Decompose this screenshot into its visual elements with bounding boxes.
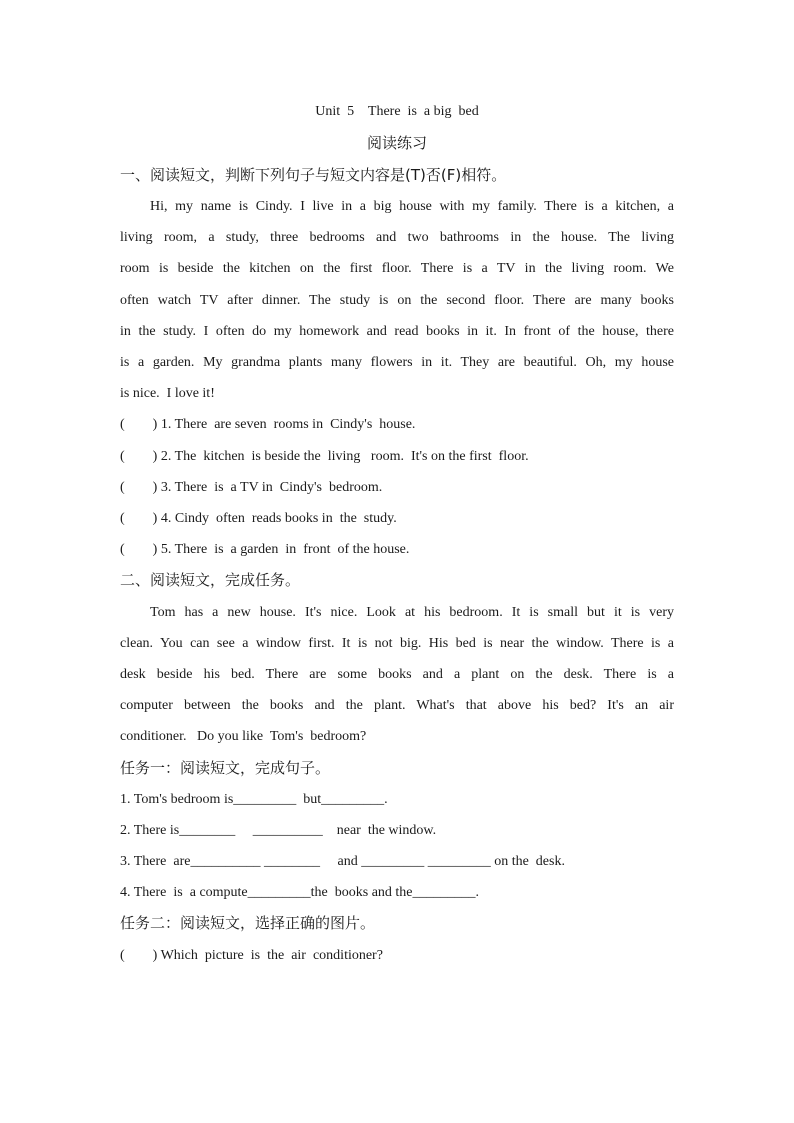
tf-question: ( ) 1. There are seven rooms in Cindy's house. bbox=[120, 417, 416, 432]
passage-line: desk beside his bed. There are some books and a plant on the desk. There is a bbox=[120, 667, 674, 682]
unit-title: Unit 5 There is a big bed bbox=[315, 104, 479, 119]
passage-line: is a garden. My grandma plants many flowers in it. They are beautiful. Oh, my house bbox=[120, 355, 674, 370]
passage-line: is nice. I love it! bbox=[120, 386, 215, 401]
passage-line: Tom has a new house. It's nice. Look at his bedroom. It is small but it is very bbox=[150, 605, 674, 620]
passage-line: Hi, my name is Cindy. I live in a big house with my family. There is a kitchen, a bbox=[150, 199, 674, 214]
fill-blank-item: 2. There is________ __________ near the window. bbox=[120, 823, 437, 838]
tf-question: ( ) 2. The kitchen is beside the living room. It's on the first floor. bbox=[120, 449, 529, 464]
passage-line: clean. You can see a window first. It is not big. His bed is near the window. There is a bbox=[120, 636, 674, 651]
part2-heading: 二、阅读短文，完成任务。 bbox=[120, 571, 301, 589]
fill-blank-item: 3. There are__________ ________ and _________ _________ on the desk. bbox=[120, 854, 565, 869]
worksheet-subtitle: 阅读练习 bbox=[366, 134, 427, 152]
tf-question: ( ) 5. There is a garden in front of the house. bbox=[120, 542, 410, 557]
task2-heading: 任务二：阅读短文，选择正确的图片。 bbox=[120, 914, 376, 932]
part1-heading: 一、阅读短文，判断下列句子与短文内容是(T)否(F)相符。 bbox=[120, 166, 507, 184]
passage-line: conditioner. Do you like Tom's bedroom? bbox=[120, 729, 367, 744]
fill-blank-item: 4. There is a compute_________the books and the_________. bbox=[120, 885, 480, 900]
tf-question: ( ) 4. Cindy often reads books in the study. bbox=[120, 511, 397, 526]
task1-heading: 任务一：阅读短文，完成句子。 bbox=[120, 759, 331, 777]
picture-choice-question: ( ) Which picture is the air conditioner? bbox=[120, 948, 383, 963]
passage-line: often watch TV after dinner. The study is on the second floor. There are many books bbox=[120, 293, 674, 308]
tf-question: ( ) 3. There is a TV in Cindy's bedroom. bbox=[120, 480, 383, 495]
passage-line: computer between the books and the plant. What's that above his bed? It's an air bbox=[120, 698, 674, 713]
passage-line: in the study. I often do my homework and read books in it. In front of the house, there bbox=[120, 324, 674, 339]
fill-blank-item: 1. Tom's bedroom is_________ but_________. bbox=[120, 792, 388, 807]
passage-line: room is beside the kitchen on the first floor. There is a TV in the living room. We bbox=[120, 261, 674, 276]
passage-line: living room, a study, three bedrooms and two bathrooms in the house. The living bbox=[120, 230, 674, 245]
